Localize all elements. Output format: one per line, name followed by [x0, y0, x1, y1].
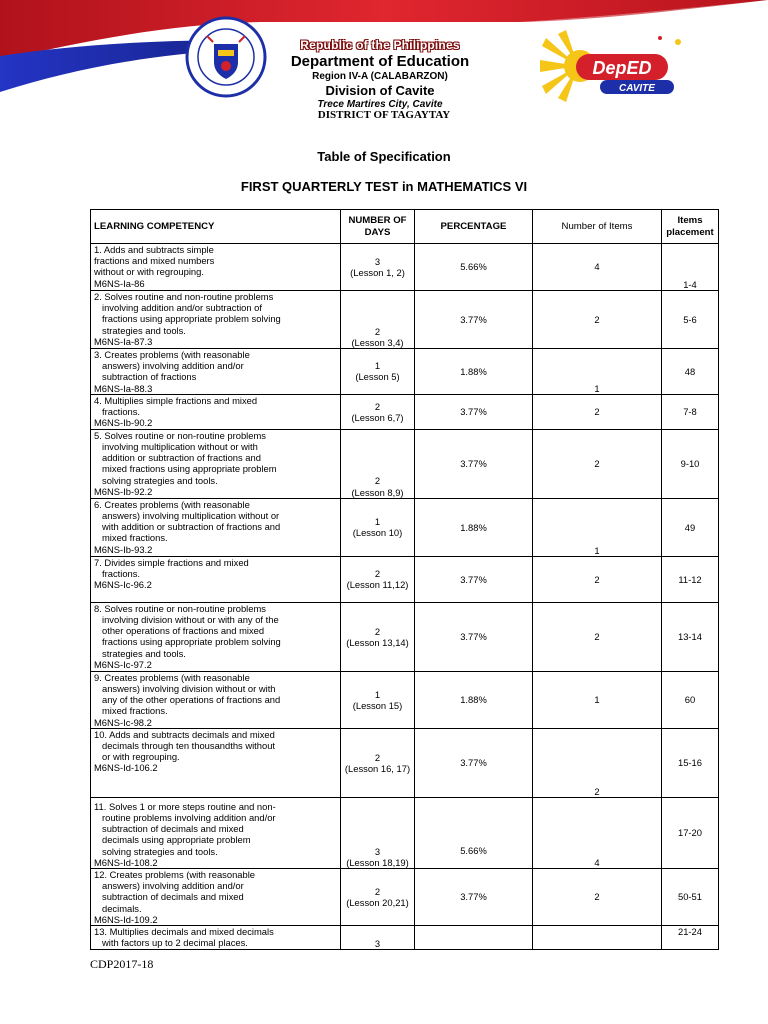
days-value: 3: [374, 255, 381, 267]
placement-cell: 7-8: [662, 394, 719, 429]
competency-line: answers) involving division without or with: [102, 683, 276, 695]
placement-cell: 1-4: [662, 244, 719, 291]
lesson-value: (Lesson 13,14): [346, 636, 409, 648]
logo-sub-text: CAVITE: [619, 83, 655, 94]
table-row: [91, 671, 719, 728]
competency-line: 10. Adds and subtracts decimals and mixed: [94, 728, 275, 740]
division-line: Division of Cavite: [325, 83, 435, 98]
competency-line: 11. Solves 1 or more steps routine and non-: [94, 800, 276, 812]
competency-code: M6NS-Ib-93.2: [94, 543, 153, 555]
competency-line: decimals.: [102, 902, 142, 914]
days-value: 3: [374, 845, 381, 857]
competency-line: answers) involving addition and/or: [102, 360, 244, 372]
competency-line: subtraction of decimals and mixed: [102, 891, 244, 903]
items-cell: 2: [533, 602, 662, 671]
items-cell: 2: [533, 429, 662, 498]
percentage-cell: [415, 926, 533, 950]
lesson-value: (Lesson 3,4): [351, 336, 404, 348]
competency-cell: [91, 556, 341, 602]
header-banner: [0, 0, 768, 112]
lesson-value: (Lesson 20,21): [346, 897, 409, 909]
competency-line: strategies and tools.: [102, 324, 186, 336]
competency-cell: [91, 869, 341, 926]
competency-line: without or with regrouping.: [94, 266, 204, 278]
lesson-value: (Lesson 18,19): [346, 856, 409, 868]
placement-cell: 9-10: [662, 429, 719, 498]
header-competency: LEARNING COMPETENCY: [91, 210, 341, 244]
header-placement: Items placement: [662, 210, 719, 244]
header-percentage: PERCENTAGE: [415, 210, 533, 244]
days-cell: [341, 498, 415, 556]
days-cell: [341, 429, 415, 498]
table-row: [91, 926, 719, 950]
competency-line: solving strategies and tools.: [102, 845, 218, 857]
lesson-value: (Lesson 5): [355, 371, 400, 383]
competency-code: M6NS-Id-106.2: [94, 762, 158, 774]
city-line: Trece Martires City, Cavite: [317, 99, 443, 110]
lesson-value: (Lesson 6,7): [351, 411, 404, 423]
items-cell: 1: [533, 349, 662, 395]
days-value: 2: [374, 568, 381, 580]
percentage-cell: 3.77%: [415, 291, 533, 349]
logo-text: DepED: [592, 58, 652, 78]
competency-cell: [91, 349, 341, 395]
competency-line: mixed fractions using appropriate problem: [102, 463, 277, 475]
days-value: 2: [374, 475, 381, 487]
competency-code: M6NS-Id-108.2: [94, 856, 158, 868]
placement-cell: 15-16: [662, 728, 719, 797]
competency-line: involving division without or with any of the: [102, 614, 279, 626]
competency-line: solving strategies and tools.: [102, 474, 218, 486]
days-value: 1: [374, 688, 381, 700]
days-cell: [341, 244, 415, 291]
days-cell: [341, 556, 415, 602]
lesson-value: (Lesson 10): [352, 527, 403, 539]
competency-cell: [91, 602, 341, 671]
days-cell: [341, 671, 415, 728]
specification-table: [90, 209, 719, 950]
placement-cell: 11-12: [662, 556, 719, 602]
days-cell: [341, 349, 415, 395]
region-line: Region IV-A (CALABARZON): [312, 71, 448, 82]
competency-line: 1. Adds and subtracts simple: [94, 244, 214, 255]
competency-line: 3. Creates problems (with reasonable: [94, 349, 250, 360]
table-row: [91, 394, 719, 429]
days-cell: [341, 926, 415, 950]
competency-line: mixed fractions.: [102, 705, 168, 717]
competency-line: mixed fractions.: [102, 532, 168, 544]
placement-cell: 17-20: [662, 797, 719, 868]
competency-code: M6NS-Ib-90.2: [94, 417, 153, 429]
percentage-cell: 3.77%: [415, 728, 533, 797]
competency-line: involving multiplication without or with: [102, 441, 258, 453]
header-days: NUMBER OF DAYS: [341, 210, 415, 244]
competency-line: subtraction of fractions: [102, 371, 197, 383]
days-cell: [341, 728, 415, 797]
competency-cell: [91, 394, 341, 429]
days-cell: [341, 602, 415, 671]
percentage-cell: 5.66%: [415, 797, 533, 868]
percentage-cell: 3.77%: [415, 556, 533, 602]
percentage-cell: 3.77%: [415, 602, 533, 671]
competency-line: 4. Multiplies simple fractions and mixed: [94, 394, 258, 406]
table-row: [91, 797, 719, 868]
items-cell: 2: [533, 556, 662, 602]
lesson-value: (Lesson 15): [352, 699, 403, 711]
percentage-cell: 3.77%: [415, 394, 533, 429]
page-title: Table of Specification: [317, 149, 451, 164]
items-cell: [533, 926, 662, 950]
competency-line: with factors up to 2 decimal places.: [102, 937, 248, 949]
lesson-value: (Lesson 8,9): [351, 486, 404, 498]
competency-cell: [91, 926, 341, 950]
competency-cell: [91, 291, 341, 349]
competency-code: M6NS-Ic-98.2: [94, 716, 152, 728]
competency-code: M6NS-Ia-87.3: [94, 335, 153, 347]
placement-cell: 13-14: [662, 602, 719, 671]
table-row: [91, 349, 719, 395]
competency-code: M6NS-Ia-88.3: [94, 382, 153, 394]
competency-line: 9. Creates problems (with reasonable: [94, 671, 250, 683]
placement-cell: 21-24: [662, 926, 719, 950]
competency-cell: [91, 671, 341, 728]
items-cell: 2: [533, 869, 662, 926]
competency-cell: [91, 429, 341, 498]
days-value: 2: [374, 400, 381, 412]
table-row: [91, 429, 719, 498]
days-value: 2: [374, 325, 381, 337]
items-cell: 1: [533, 671, 662, 728]
table-row: [91, 244, 719, 291]
placement-cell: 60: [662, 671, 719, 728]
competency-line: involving addition and/or subtraction of: [102, 302, 262, 314]
competency-line: answers) involving addition and/or: [102, 880, 244, 892]
lesson-value: (Lesson 1, 2): [350, 267, 405, 278]
days-cell: [341, 291, 415, 349]
competency-line: other operations of fractions and mixed: [102, 625, 265, 637]
competency-line: answers) involving multiplication without or: [102, 510, 280, 522]
department-line: Department of Education: [290, 53, 470, 70]
competency-line: 7. Divides simple fractions and mixed: [94, 556, 249, 568]
items-cell: 2: [533, 728, 662, 797]
competency-cell: [91, 244, 341, 291]
lesson-value: (Lesson 11,12): [346, 579, 409, 591]
competency-line: subtraction of decimals and mixed: [102, 823, 244, 835]
competency-line: decimals using appropriate problem: [102, 834, 251, 846]
items-cell: 1: [533, 498, 662, 556]
competency-line: addition or subtraction of fractions and: [102, 452, 261, 464]
header-text-block: [250, 38, 510, 111]
placement-cell: 48: [662, 349, 719, 395]
competency-line: 2. Solves routine and non-routine problems: [94, 291, 274, 302]
competency-cell: [91, 498, 341, 556]
competency-line: fractions using appropriate problem solving: [102, 313, 281, 325]
days-cell: [341, 869, 415, 926]
competency-cell: [91, 728, 341, 797]
competency-code: M6NS-Ic-96.2: [94, 579, 152, 591]
items-cell: 2: [533, 394, 662, 429]
competency-line: 8. Solves routine or non-routine problems: [94, 602, 266, 614]
placement-cell: 5-6: [662, 291, 719, 349]
days-value: 2: [374, 625, 381, 637]
competency-line: fractions and mixed numbers: [94, 255, 215, 267]
percentage-cell: 1.88%: [415, 349, 533, 395]
competency-code: M6NS-Ib-92.2: [94, 485, 153, 497]
test-title: FIRST QUARTERLY TEST in MATHEMATICS VI: [240, 179, 528, 194]
lesson-value: (Lesson 16, 17): [344, 762, 411, 774]
republic-line: Republic of the Philippines: [300, 38, 460, 52]
deped-cavite-logo-icon: [540, 30, 690, 102]
days-value: 1: [374, 516, 381, 528]
competency-line: any of the other operations of fractions and: [102, 694, 281, 706]
district-label: DISTRICT OF TAGAYTAY: [317, 109, 451, 121]
table-row: [91, 869, 719, 926]
competency-line: 13. Multiplies decimals and mixed decimals: [94, 926, 274, 938]
days-cell: [341, 797, 415, 868]
competency-line: fractions.: [102, 568, 141, 580]
competency-line: 5. Solves routine or non-routine problems: [94, 429, 266, 441]
competency-code: M6NS-Ic-97.2: [94, 658, 152, 670]
placement-cell: 49: [662, 498, 719, 556]
days-cell: [341, 394, 415, 429]
table-row: [91, 556, 719, 602]
competency-cell: [91, 797, 341, 868]
items-cell: 4: [533, 244, 662, 291]
competency-line: decimals through ten thousandths without: [102, 740, 276, 752]
table-header-row: [91, 210, 719, 244]
competency-line: routine problems involving addition and/or: [102, 812, 276, 824]
table-row: [91, 498, 719, 556]
competency-code: M6NS-Id-109.2: [94, 913, 158, 925]
items-cell: 2: [533, 291, 662, 349]
items-cell: 4: [533, 797, 662, 868]
table-row: [91, 291, 719, 349]
percentage-cell: 1.88%: [415, 498, 533, 556]
competency-line: 12. Creates problems (with reasonable: [94, 869, 256, 881]
competency-line: fractions.: [102, 406, 141, 418]
competency-line: with addition or subtraction of fractions and: [102, 521, 281, 533]
placement-cell: 50-51: [662, 869, 719, 926]
competency-code: M6NS-Ia-86: [94, 277, 145, 289]
table-row: [91, 602, 719, 671]
days-value: 2: [374, 885, 381, 897]
competency-line: 6. Creates problems (with reasonable: [94, 498, 250, 510]
competency-line: fractions using appropriate problem solving: [102, 636, 281, 648]
percentage-cell: 5.66%: [415, 244, 533, 291]
percentage-cell: 3.77%: [415, 429, 533, 498]
days-value: 2: [374, 751, 381, 763]
competency-line: or with regrouping.: [102, 751, 180, 763]
table-row: [91, 728, 719, 797]
competency-line: strategies and tools.: [102, 647, 186, 659]
days-value: 1: [374, 360, 381, 372]
percentage-cell: 3.77%: [415, 869, 533, 926]
header-items: Number of Items: [533, 210, 662, 244]
footer-code: CDP2017-18: [90, 957, 154, 971]
days-value: 3: [374, 937, 381, 949]
percentage-cell: 1.88%: [415, 671, 533, 728]
